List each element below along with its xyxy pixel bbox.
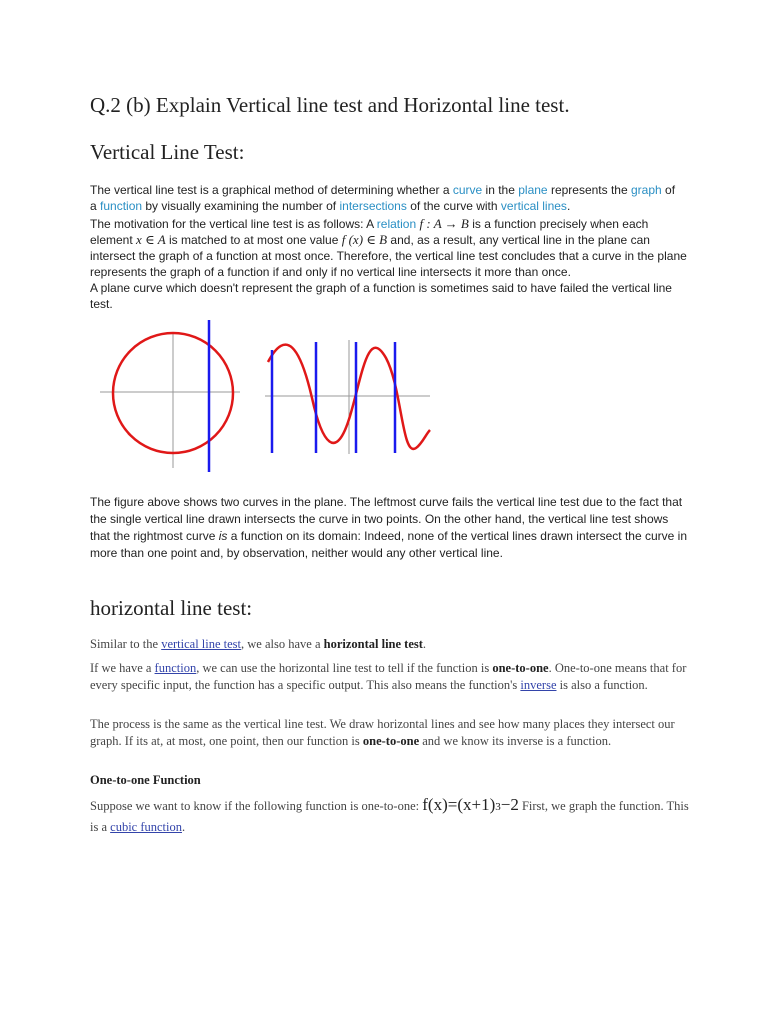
function-link-2[interactable]: function [154, 661, 197, 675]
horizontal-line-test-heading: horizontal line test: [90, 596, 253, 620]
math-x-in-a: x ∈ A [136, 232, 166, 247]
horizontal-paragraph-3: The process is the same as the vertical line test. We draw horizontal lines and see how many places they intersect our graph. If its at, at most, one point, then our function is one-to-one and we know its inverse is a function. [90, 717, 675, 748]
cubic-formula: f(x)=(x+1)3−2 [422, 795, 519, 814]
horizontal-paragraph-2: If we have a function, we can use the horizontal line test to tell if the function is one-to-one. One-to-one means that for every specific input, the function has a specific output. This also means the function's inverse is also a function. [90, 661, 687, 692]
math-f-a-to-b: f : A → B [419, 216, 469, 231]
vertical-line-test-link[interactable]: vertical line test [161, 637, 242, 651]
vertical-line-test-heading: Vertical Line Test: [90, 140, 245, 164]
vertical-paragraph-1: The vertical line test is a graphical method of determining whether a curve in the plane represents the graph of a function by visually examining the number of intersections of the curve with vertical lines. [90, 183, 676, 213]
horizontal-paragraph-1: Similar to the vertical line test, we also have a horizontal line test. [90, 637, 427, 651]
graph-link[interactable]: graph [631, 183, 662, 197]
plane-link[interactable]: plane [518, 183, 548, 197]
math-fx-in-b: f (x) ∈ B [341, 232, 388, 247]
curve-link[interactable]: curve [452, 183, 483, 197]
inverse-link[interactable]: inverse [520, 678, 557, 692]
vertical-lines-link[interactable]: vertical lines [500, 199, 567, 213]
relation-link[interactable]: relation [376, 217, 417, 231]
vertical-paragraph-2: The motivation for the vertical line test is as follows: A relation f : A → B is a function precisely when each element x ∈ A is matched to at most one value f (x) ∈ B and, as a result, any vertical line in the plane can intersect the graph of a function at most once. Therefore, the vertical line test concludes that a curve in the plane represents the graph of a function if and only if no vertical line intersects it more than once. [90, 216, 687, 279]
vertical-paragraph-4: The figure above shows two curves in the plane. The leftmost curve fails the vertical line test due to the fact that the single vertical line drawn intersects the curve in two points. On the other hand, the vertical line test shows that the rightmost curve is a function on its domain: Indeed, none of the vertical lines drawn intersect the curve in more than one point and, by observation, neither would any other vertical line. [90, 495, 688, 560]
intersections-link[interactable]: intersections [339, 199, 407, 213]
cubic-function-link[interactable]: cubic function [110, 820, 182, 834]
one-to-one-subheading: One-to-one Function [90, 773, 201, 787]
function-link[interactable]: function [100, 199, 143, 213]
question-heading: Q.2 (b) Explain Vertical line test and Horizontal line test. [90, 93, 570, 117]
vertical-line-test-figure [100, 318, 440, 478]
horizontal-paragraph-4: Suppose we want to know if the following function is one-to-one: f(x)=(x+1)3−2 First, we graph the function. This is a cubic function. [90, 795, 689, 834]
figure-svg [100, 318, 440, 478]
vertical-paragraph-3: A plane curve which doesn't represent the graph of a function is sometimes said to have failed the vertical line test. [90, 281, 672, 311]
